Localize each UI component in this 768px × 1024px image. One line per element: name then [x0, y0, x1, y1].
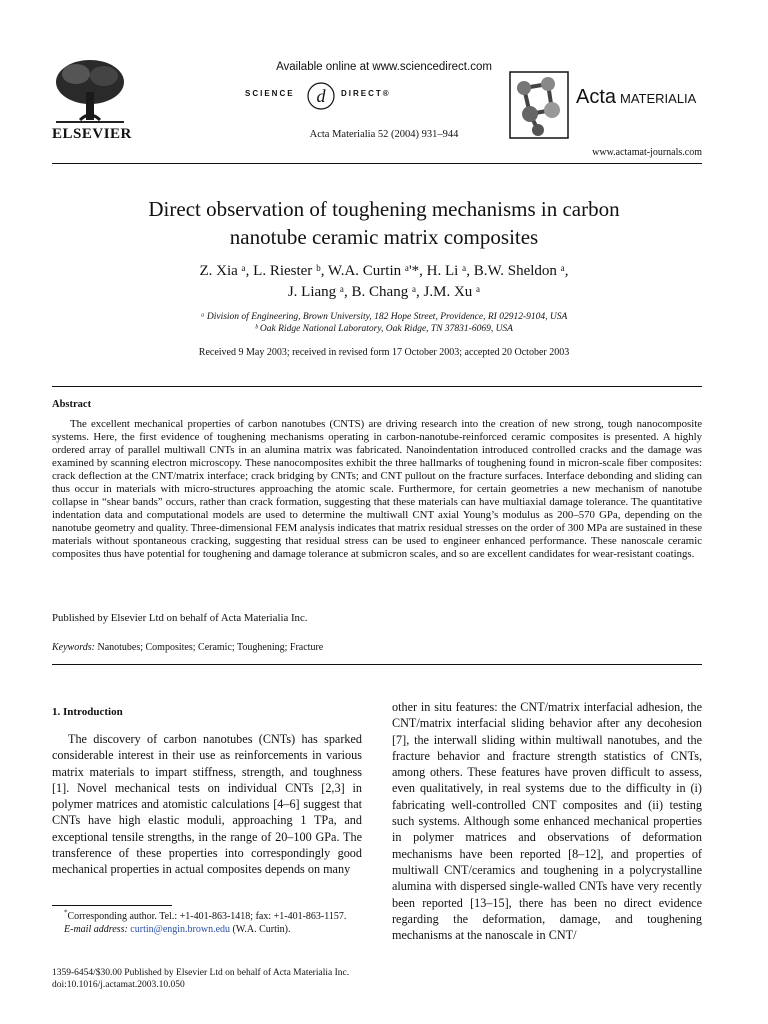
- email-link[interactable]: curtin@engin.brown.edu: [130, 924, 231, 935]
- abstract-bottom-rule: [52, 664, 702, 665]
- authors-line-1: Z. Xia ᵃ, L. Riester ᵇ, W.A. Curtin ᵃ'*, H. Li ᵃ, B.W. Sheldon ᵃ,: [199, 263, 569, 279]
- published-by: Published by Elsevier Ltd on behalf of Acta Materialia Inc.: [52, 612, 308, 624]
- journal-url[interactable]: www.actamat-journals.com: [592, 147, 702, 158]
- acta-materialia-logo: [508, 70, 708, 140]
- sciencedirect-d-icon: [305, 81, 337, 111]
- keywords: [52, 642, 323, 653]
- email-suffix: (W.A. Curtin).: [230, 924, 291, 935]
- email-label: E-mail address:: [64, 924, 128, 935]
- affiliation-a: ᵃ Division of Engineering, Brown University, 182 Hope Street, Providence, RI 02912-9104, USA: [200, 312, 568, 322]
- article-title: [60, 195, 708, 251]
- journal-reference: Acta Materialia 52 (2004) 931–944: [309, 129, 459, 140]
- doi-line[interactable]: doi:10.1016/j.actamat.2003.10.050: [52, 980, 185, 990]
- abstract-text: The excellent mechanical properties of carbon nanotubes (CNTS) are driving research into the creation of new strong, tough nanocomposite systems. Here, the first evidence of toughening mechanisms operating in carbon-nanotube-reinforced ceramic composites is presented. A highly ordered array of parallel multiwall CNTs in an alumina matrix was fabricated. Nanoindentation introduced controlled cracks and the damage was examined by scanning electron microscopy. These nanocomposites exhibit the three hallmarks of toughening found in micron-scale fiber composites: crack deflection at the CNT/matrix interface; crack bridging by CNTs; and CNT pullout on the fracture surfaces. Interface debonding and sliding can thus occur in materials with micro-structures approaching the atomic scale. Furthermore, for certain geometries a new mechanism of nanotube collapse in “shear bands” occurs, rather than crack formation, suggesting that these materials can have multiaxial damage tolerance. The quantitative indentation data and computational models are used to determine the multiwall CNT axial Young’s modulus as 200–570 GPa, depending on the nanotube geometry and quality. Three-dimensional FEM analysis indicates that matrix residual stresses on the order of 300 MPa are sustained in these materials without spontaneous cracking, suggesting that residual stress can be used to engineer enhanced performance. These nanoscale ceramic composites thus have potential for toughening and damage tolerance at submicron scales, and so are excellent candidates for wear-resistant coatings.: [52, 418, 702, 560]
- available-online-text: Available online at www.sciencedirect.com: [276, 61, 492, 73]
- section-heading-introduction: 1. Introduction: [52, 706, 123, 718]
- issn-line: 1359-6454/$30.00 Published by Elsevier Ltd on behalf of Acta Materialia Inc.: [52, 968, 350, 978]
- title-line-1: Direct observation of toughening mechanisms in carbon: [148, 197, 620, 221]
- footnote: [52, 910, 362, 936]
- abstract-heading: Abstract: [52, 399, 92, 410]
- sciencedirect-left: SCIENCE: [245, 89, 295, 98]
- authors-line-2: J. Liang ᵃ, B. Chang ᵃ, J.M. Xu ᵃ: [287, 284, 481, 300]
- keywords-label: Keywords:: [52, 642, 95, 653]
- affiliations: [60, 311, 708, 335]
- intro-right-column: other in situ features: the CNT/matrix interfacial adhesion, the CNT/matrix interfacial sliding behavior after any decohesion [7], the interwall sliding within multiwall nanotubes, and the fracture behavior and fracture strength statistics of CNTs, among others. These features have proven difficult to assess, even qualitatively, in real systems due to the difficulty in (i) fabricating well-controlled CNT composites and (ii) testing such systems. Although some enhanced mechanical properties in polymer matrices and observations of deformation mechanisms have been reported [8–12], and properties of multiwall CNT/ceramics and toughening in a polycrystalline alumina with dispersed single-walled CNTs have very recently been reported [13–15], there has been no direct evidence regarding the deformation, damage, and toughening mechanisms at the nanoscale in CNT/: [392, 700, 702, 943]
- sciencedirect-logo: [245, 81, 495, 111]
- molecule-icon: [508, 70, 570, 140]
- issn-block: [52, 967, 349, 991]
- acta-word: Acta: [576, 86, 617, 108]
- intro-left-column: The discovery of carbon nanotubes (CNTs) has sparked considerable interest in their use as reinforcements in various matrix materials to impart stiffness, strength, and toughness [1]. Novel mechanical tests on individual CNTs [2,3] in polymer matrices and atomistic calculations [4–6] suggest that CNTs have high elastic moduli, approaching 1 TPa, and exceptional tensile strengths, in the range of 20–100 GPa. The transference of these properties into correspondingly good mechanical properties in actual composites depends on many: [52, 732, 362, 877]
- title-line-2: nanotube ceramic matrix composites: [229, 225, 539, 249]
- footnote-mark: *: [64, 908, 68, 917]
- svg-text:d: d: [316, 86, 326, 106]
- abstract-top-rule: [52, 386, 702, 387]
- affiliation-b: ᵇ Oak Ridge National Laboratory, Oak Ridge, TN 37831-6069, USA: [255, 324, 513, 334]
- materialia-word: MATERIALIA: [620, 91, 697, 106]
- publisher-name: ELSEVIER: [52, 126, 132, 142]
- header-rule: [52, 163, 702, 164]
- keywords-list: Nanotubes; Composites; Ceramic; Toughening; Fracture: [94, 642, 324, 653]
- author-list: [60, 261, 708, 303]
- article-dates: Received 9 May 2003; received in revised form 17 October 2003; accepted 20 October 2003: [198, 347, 570, 358]
- footnote-text: Corresponding author. Tel.: +1-401-863-1418; fax: +1-401-863-1157.: [67, 911, 347, 922]
- sciencedirect-right: DIRECT®: [341, 89, 391, 98]
- footnote-rule: [52, 905, 172, 906]
